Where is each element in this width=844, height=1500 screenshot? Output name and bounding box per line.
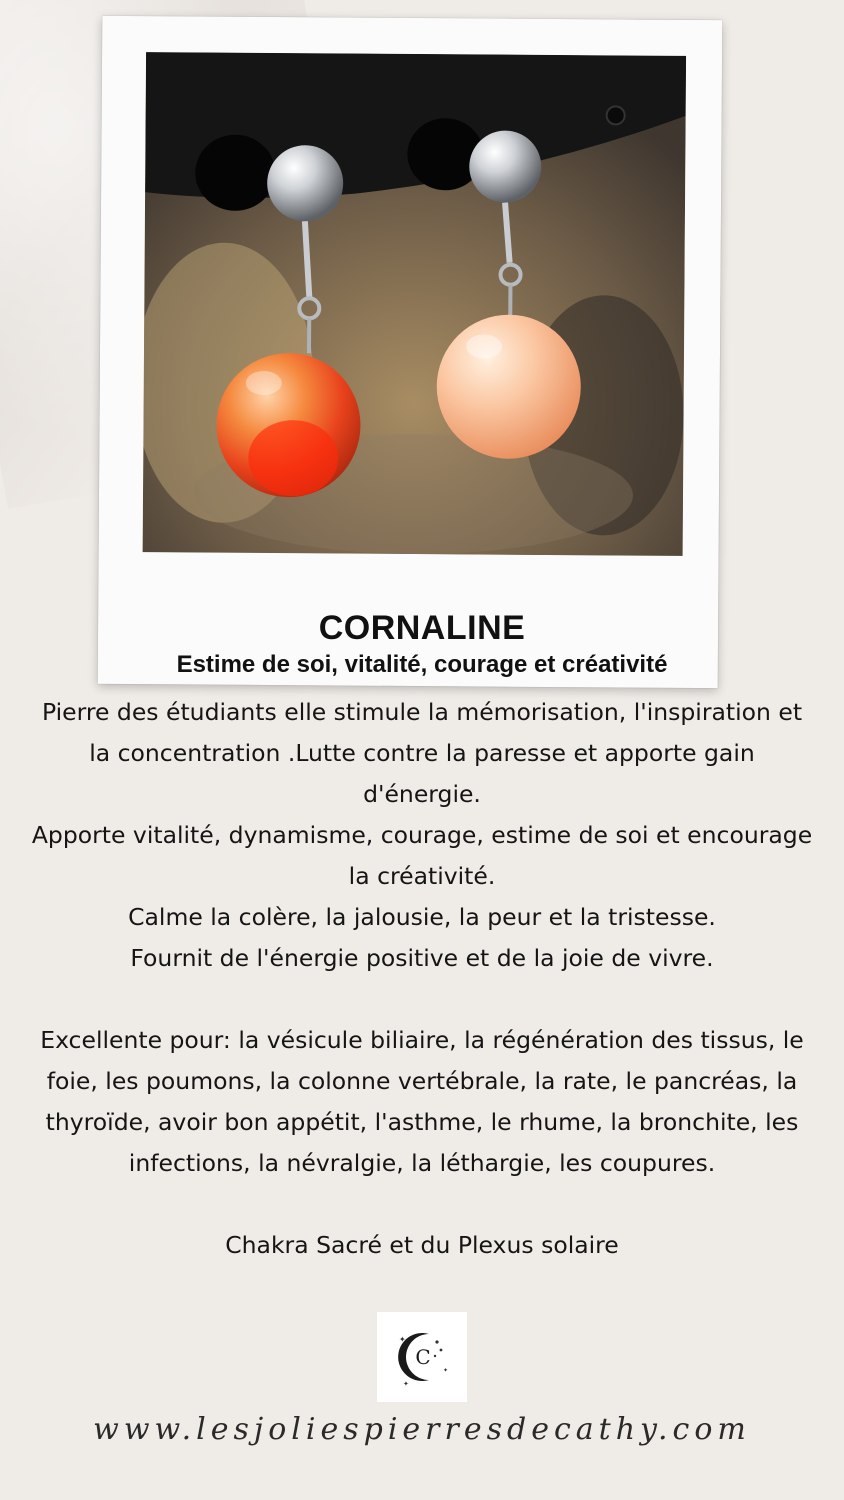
svg-text:✦: ✦ (403, 1380, 409, 1388)
title-block (0, 606, 844, 680)
website-url[interactable]: www.lesjoliespierresdecathy.com (93, 1412, 751, 1447)
description-paragraph: Calme la colère, la jalousie, la peur et la tristesse. (128, 903, 716, 931)
description-paragraph: Fournit de l'énergie positive et de la joie de vivre. (130, 944, 714, 972)
earrings-illustration (143, 52, 686, 556)
description-paragraph: Apporte vitalité, dynamisme, courage, estime de soi et encourage la créativité. (31, 821, 813, 890)
chakra-text: Chakra Sacré et du Plexus solaire (225, 1231, 619, 1259)
polaroid-frame (98, 16, 723, 688)
product-photo (143, 52, 686, 556)
benefits-text: Excellente pour: la vésicule biliaire, la régénération des tissus, le foie, les poumons, la colonne vertébrale, la rate, le pancréas, la thyroïde, avoir bon appétit, l'asthme, le rhume, la bronchite, les infections, la névralgie, la léthargie, les coupures. (40, 1026, 804, 1177)
moon-logo-icon (377, 1312, 467, 1402)
svg-text:✦: ✦ (443, 1367, 449, 1374)
product-title: CORNALINE (318, 609, 526, 647)
description-paragraph: Pierre des étudiants elle stimule la mémorisation, l'inspiration et la concentration .Lutte contre la paresse et apporte gain d'énergie. (41, 698, 803, 808)
brand-logo (377, 1312, 467, 1402)
svg-text:✦: ✦ (399, 1335, 406, 1344)
product-tagline: Estime de soi, vitalité, courage et créativité (176, 651, 668, 678)
description (30, 692, 814, 1266)
logo-letter: C (415, 1345, 431, 1369)
